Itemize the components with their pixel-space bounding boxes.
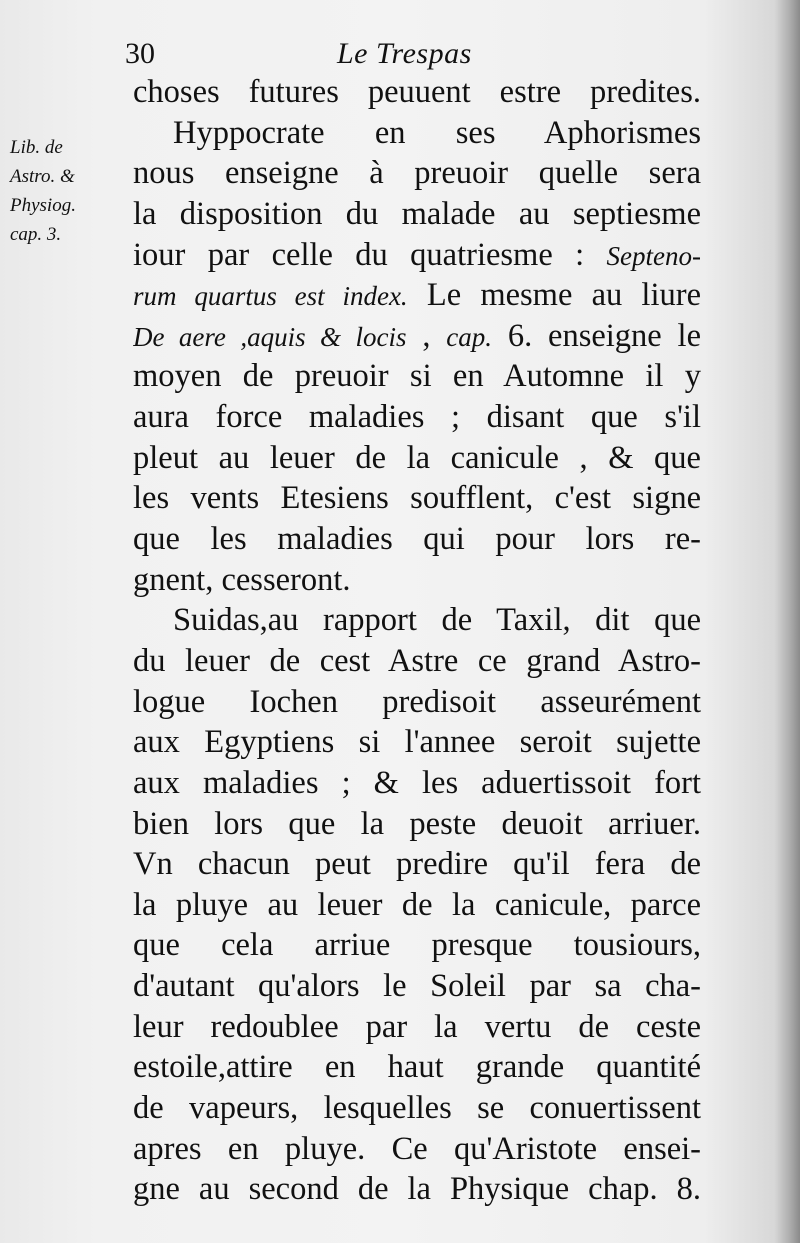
text-line: moyen de preuoir si en Automne il y: [133, 358, 701, 395]
text-line: les vents Etesiens soufflent, c'est signe: [133, 480, 701, 517]
italic-text: rum quartus est index.: [133, 281, 408, 312]
body-text: [133, 72, 701, 1210]
text-line: [133, 275, 701, 316]
page-gutter-shadow: [774, 0, 800, 1243]
text-line: que les maladies qui pour lors re-: [133, 521, 701, 558]
text-span: Le mesme au liure: [407, 277, 701, 314]
margin-note-line: Physiog.: [10, 195, 76, 216]
text-line: Suidas,au rapport de Taxil, dit que: [173, 602, 701, 639]
text-line: du leuer de cest Astre ce grand Astro-: [133, 642, 701, 679]
text-line: pleut au leuer de la canicule , & que: [133, 439, 701, 476]
text-line: aux maladies ; & les aduertissoit fort: [133, 764, 701, 801]
text-line: estoile,attire en haut grande quantité: [133, 1049, 701, 1086]
text-line: Hyppocrate en ses Aphorismes: [173, 114, 701, 151]
text-line: gne au second de la Physique chap. 8.: [133, 1171, 701, 1208]
margin-note-line: Lib. de: [10, 137, 63, 158]
text-line: [133, 235, 701, 276]
text-line: logue Iochen predisoit asseurément: [133, 683, 701, 720]
margin-note: [10, 133, 128, 249]
text-line: de vapeurs, lesquelles se conuertissent: [133, 1090, 701, 1127]
text-line: Vn chacun peut predire qu'il fera de: [133, 846, 701, 883]
text-line: nous enseigne à preuoir quelle sera: [133, 155, 701, 192]
italic-text: Septeno-: [606, 240, 701, 271]
text-line: aura force maladies ; disant que s'il: [133, 399, 701, 436]
text-line: aux Egyptiens si l'annee seroit sujette: [133, 724, 701, 761]
margin-note-line: cap. 3.: [10, 224, 62, 245]
text-line: d'autant qu'alors le Soleil par sa cha-: [133, 968, 701, 1005]
text-line: [133, 316, 701, 357]
italic-text: cap.: [446, 321, 492, 352]
text-line: leur redoublee par la vertu de ceste: [133, 1008, 701, 1045]
text-line: bien lors que la peste deuoit arriuer.: [133, 805, 701, 842]
running-head: Le Trespas: [337, 37, 472, 70]
text-span: 6. enseigne le: [492, 317, 701, 354]
text-line: la pluye au leuer de la canicule, parce: [133, 886, 701, 923]
text-line: choses futures peuuent estre predites.: [133, 74, 701, 110]
page-header: [125, 34, 700, 74]
text-line: que cela arriue presque tousiours,: [133, 927, 701, 964]
text-line: la disposition du malade au septiesme: [133, 195, 701, 232]
margin-note-line: Astro. &: [10, 166, 75, 187]
text-span: ,: [406, 317, 447, 354]
page-number: 30: [125, 37, 155, 70]
italic-text: De aere ,aquis & locis: [133, 321, 407, 352]
text-line: gnent, cesseront.: [133, 561, 351, 598]
text-span: iour par celle du quatriesme :: [133, 236, 607, 273]
text-line: apres en pluye. Ce qu'Aristote ensei-: [133, 1130, 701, 1167]
